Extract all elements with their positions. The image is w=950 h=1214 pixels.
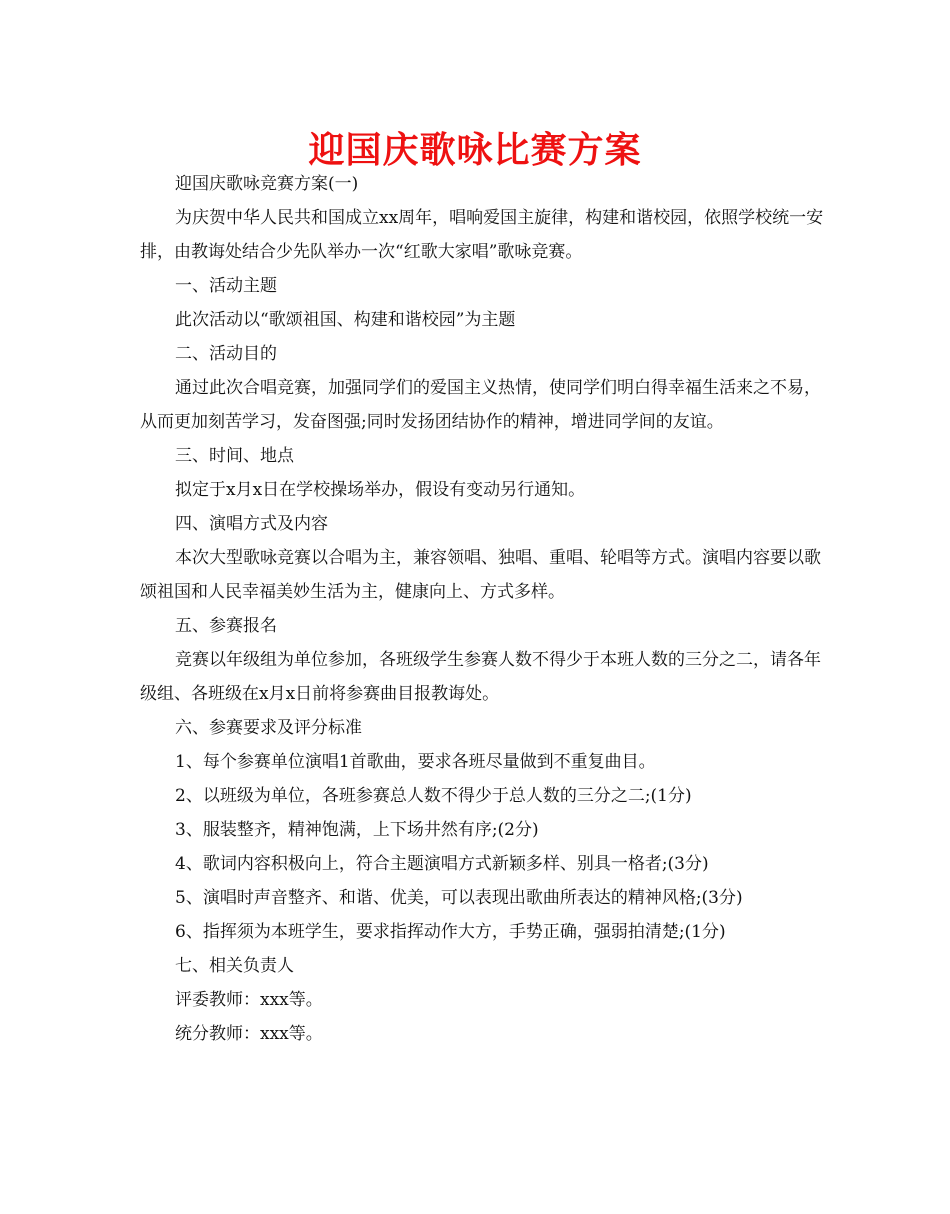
- responsible-item-scorers: 统分教师：xxx等。: [175, 1024, 323, 1044]
- intro-paragraph: 为庆贺中华人民共和国成立xx周年，唱响爱国主旋律，构建和谐校园，依照学校统一安排，由教诲处结合少先队举办一次“红歌大家唱”歌咏竞赛。: [140, 208, 824, 262]
- section-heading-purpose: 二、活动目的: [175, 344, 277, 364]
- section-text-purpose: 通过此次合唱竞赛，加强同学们的爱国主义热情，使同学们明白得幸福生活来之不易，从而更加刻苦学习，发奋图强;同时发扬团结协作的精神，增进同学间的友谊。: [140, 378, 821, 432]
- section-text-registration: 竞赛以年级组为单位参加，各班级学生参赛人数不得少于本班人数的三分之二，请各年级组、各班级在x月x日前将参赛曲目报教诲处。: [140, 650, 821, 704]
- requirement-item: 1、每个参赛单位演唱1首歌曲，要求各班尽量做到不重复曲目。: [175, 752, 656, 772]
- requirement-item: 2、以班级为单位，各班参赛总人数不得少于总人数的三分之二;(1分): [175, 786, 692, 806]
- document-body: [140, 167, 830, 1051]
- section-text-format: 本次大型歌咏竞赛以合唱为主，兼容领唱、独唱、重唱、轮唱等方式。演唱内容要以歌颂祖国和人民幸福美妙生活为主，健康向上、方式多样。: [140, 548, 821, 602]
- section-text-time-place: 拟定于x月x日在学校操场举办，假设有变动另行通知。: [175, 480, 586, 500]
- responsible-item-judges: 评委教师：xxx等。: [175, 990, 323, 1010]
- section-heading-theme: 一、活动主题: [175, 276, 277, 296]
- requirement-item: 4、歌词内容积极向上，符合主题演唱方式新颖多样、别具一格者;(3分): [175, 854, 709, 874]
- section-heading-time-place: 三、时间、地点: [175, 446, 294, 466]
- section-text-theme: 此次活动以“歌颂祖国、构建和谐校园”为主题: [175, 310, 516, 330]
- requirement-item: 5、演唱时声音整齐、和谐、优美，可以表现出歌曲所表达的精神风格;(3分): [175, 888, 743, 908]
- document-title: 迎国庆歌咏比赛方案: [308, 130, 642, 171]
- section-heading-format: 四、演唱方式及内容: [175, 514, 328, 534]
- section-heading-responsible: 七、相关负责人: [175, 956, 294, 976]
- document-subtitle: 迎国庆歌咏竞赛方案(一): [175, 174, 359, 194]
- requirement-item: 6、指挥须为本班学生，要求指挥动作大方，手势正确，强弱拍清楚;(1分): [175, 922, 726, 942]
- section-heading-requirements: 六、参赛要求及评分标准: [175, 718, 362, 738]
- requirement-item: 3、服装整齐，精神饱满，上下场井然有序;(2分): [175, 820, 539, 840]
- section-heading-registration: 五、参赛报名: [175, 616, 277, 636]
